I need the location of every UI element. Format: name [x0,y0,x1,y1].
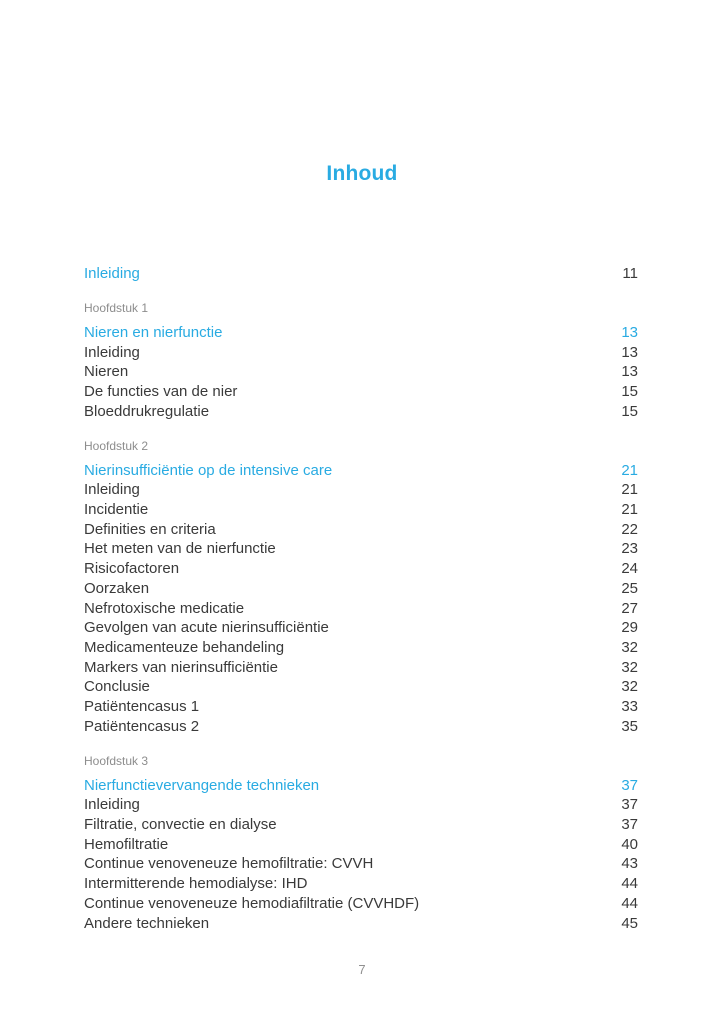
toc-entry-page: 21 [621,501,638,519]
toc-entry-label: Incidentie [84,501,149,519]
toc-entry-page: 45 [621,914,638,932]
toc-entry-page: 22 [621,520,638,538]
toc-row [84,815,638,835]
toc-row [84,382,638,402]
toc-entry-label: Inleiding [84,265,140,282]
toc-row [84,795,638,815]
toc-entry-page: 21 [621,481,638,499]
toc-front-row [84,264,638,284]
toc-entry-page: 37 [621,776,638,794]
toc-entry-label: Hemofiltratie [84,835,169,853]
toc-row [84,343,638,363]
chapter-kicker: Hoofdstuk 2 [84,438,149,453]
toc-row [84,362,638,382]
toc-entry-page: 37 [621,796,638,814]
toc-row [84,835,638,855]
toc-entry-label: Bloeddrukregulatie [84,402,210,420]
toc-row [84,579,638,599]
toc-entry-label: Nierinsufficiëntie op de intensive care [84,461,333,479]
toc-row [84,658,638,678]
toc-entry-label: Patiëntencasus 1 [84,698,200,716]
toc-entry-label: Medicamenteuze behandeling [84,638,285,656]
toc-entry-label: Het meten van de nierfunctie [84,540,276,558]
toc-entry-label: Inleiding [84,796,140,814]
toc-row [84,539,638,559]
toc-entry-label: Andere technieken [84,914,210,932]
toc-row [84,697,638,717]
toc-chapter [84,299,638,421]
toc-entry-page: 32 [621,638,638,656]
toc-entry-label: Nieren en nierfunctie [84,323,223,341]
toc-entry-page: 25 [621,579,638,597]
toc-entry-label: Oorzaken [84,579,150,597]
toc-entry-page: 13 [621,363,638,381]
toc-row [84,402,638,422]
toc-entry-page: 35 [621,717,638,735]
toc-entry-label: Inleiding [84,343,140,361]
toc-entry-page: 37 [621,816,638,834]
chapter-kicker: Hoofdstuk 1 [84,301,149,316]
toc-entry-page: 13 [621,323,638,341]
toc-entry-page: 44 [621,894,638,912]
toc-entry-page: 44 [621,875,638,893]
toc-row [84,559,638,579]
toc-entry-page: 43 [621,855,638,873]
toc-chapter [84,437,638,737]
toc-row [84,638,638,658]
toc-entry-label: Nieren [84,363,129,381]
toc-row [84,599,638,619]
toc-row [84,914,638,934]
toc-entry-label: Definities en criteria [84,520,216,538]
toc-entry-label: Nefrotoxische medicatie [84,599,245,617]
toc-row [84,854,638,874]
chapter-title-row [84,461,638,481]
toc-entry-label: Filtratie, convectie en dialyse [84,816,277,834]
toc-entry-page: 13 [621,343,638,361]
chapter-kicker: Hoofdstuk 3 [84,753,149,768]
toc-row [84,520,638,540]
toc-entry-page: 15 [621,402,638,420]
toc-row [84,618,638,638]
toc-entry-label: Gevolgen van acute nierinsufficiëntie [84,619,329,637]
toc-entry-label: Markers van nierinsufficiëntie [84,658,278,676]
toc-row [84,894,638,914]
toc-entry-label: De functies van de nier [84,383,238,401]
toc-entry-page: 21 [621,461,638,479]
toc-entry-label: Nierfunctievervangende technieken [84,776,320,794]
toc-entry-page: 32 [621,658,638,676]
toc-entry-label: Intermitterende hemodialyse: IHD [84,875,308,893]
toc-entry-label: Inleiding [84,481,140,499]
toc-entry-page: 33 [621,698,638,716]
toc-entry-page: 32 [621,678,638,696]
chapter-title-row [84,776,638,796]
toc-entry-label: Patiëntencasus 2 [84,717,200,735]
toc-entry-label: Conclusie [84,678,150,696]
chapter-title-row [84,323,638,343]
toc-entry-page: 40 [621,835,638,853]
toc-chapter [84,752,638,933]
page-title: Inhoud [326,162,398,185]
toc-entry-label: Continue venoveneuze hemodiafiltratie (CVVHDF) [84,894,420,912]
toc-row [84,480,638,500]
toc-row [84,717,638,737]
toc-entry-page: 11 [622,265,638,282]
footer-page-number: 7 [358,962,366,977]
toc-entry-label: Risicofactoren [84,560,180,578]
toc-entry-page: 27 [621,599,638,617]
toc-entry-page: 23 [621,540,638,558]
toc-row [84,500,638,520]
toc-row [84,874,638,894]
toc-entry-label: Continue venoveneuze hemofiltratie: CVVH [84,855,374,873]
toc-entry-page: 29 [621,619,638,637]
toc-entry-page: 15 [621,383,638,401]
toc-row [84,677,638,697]
toc-entry-page: 24 [621,560,638,578]
toc [84,264,638,933]
